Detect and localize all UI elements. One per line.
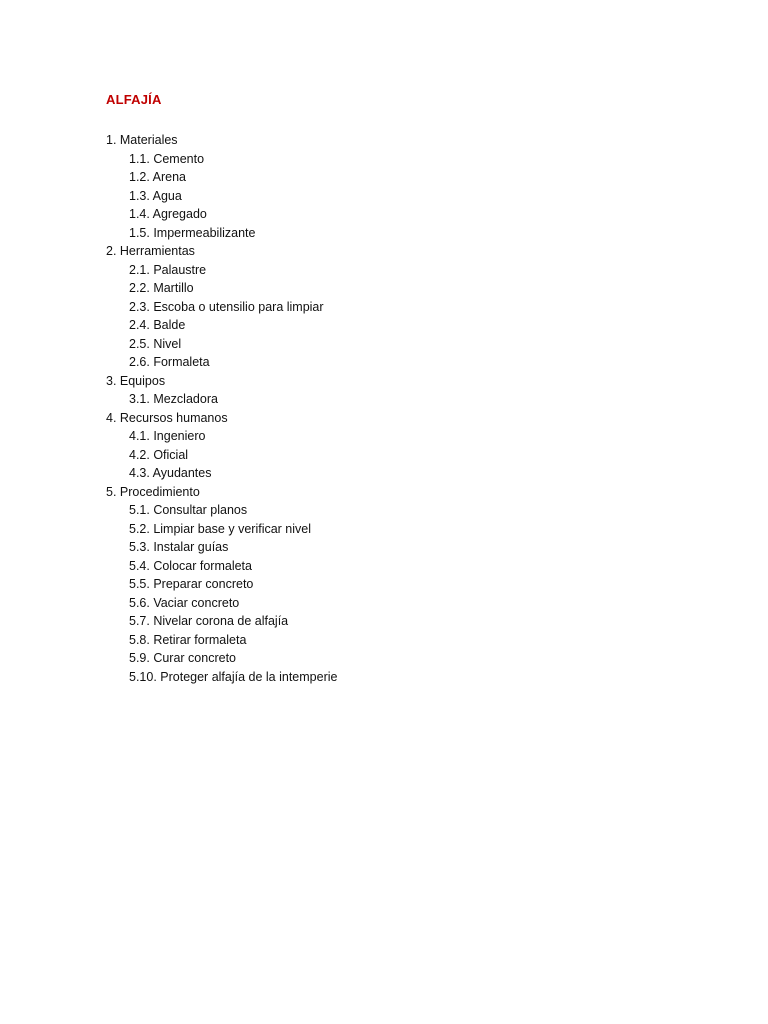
section-heading: 5. Procedimiento — [106, 484, 200, 499]
section-item: 5.1. Consultar planos — [129, 503, 248, 517]
section-item: 5.2. Limpiar base y verificar nivel — [129, 521, 312, 536]
section-item: 5.10. Proteger alfajía de la intemperie — [129, 669, 338, 684]
section-item: 5.3. Instalar guías — [129, 540, 229, 554]
section-heading: 3. Equipos — [106, 373, 166, 388]
section-item: 1.4. Agregado — [129, 207, 207, 221]
section-item: 5.9. Curar concreto — [129, 651, 236, 665]
section-item: 4.3. Ayudantes — [129, 466, 212, 480]
section-item: 2.6. Formaleta — [129, 355, 210, 369]
section-item: 5.5. Preparar concreto — [129, 577, 254, 591]
section-item: 2.3. Escoba o utensilio para limpiar — [129, 299, 324, 314]
section-heading: 2. Herramientas — [106, 244, 195, 258]
section-heading: 1. Materiales — [106, 133, 178, 147]
section-item: 5.8. Retirar formaleta — [129, 632, 247, 647]
section-item: 1.1. Cemento — [129, 151, 205, 166]
section-item: 2.5. Nivel — [129, 336, 182, 351]
section-item: 1.2. Arena — [129, 170, 186, 184]
section-item: 2.1. Palaustre — [129, 262, 207, 277]
section-item: 2.4. Balde — [129, 318, 186, 332]
section-item: 5.4. Colocar formaleta — [129, 558, 252, 573]
section-item: 2.2. Martillo — [129, 281, 194, 295]
section-item: 5.6. Vaciar concreto — [129, 595, 240, 610]
section-item: 3.1. Mezcladora — [129, 392, 218, 406]
document-title: ALFAJÍA — [106, 92, 162, 107]
section-heading: 4. Recursos humanos — [106, 410, 228, 425]
section-item: 5.7. Nivelar corona de alfajía — [129, 614, 289, 628]
section-item: 4.2. Oficial — [129, 447, 189, 462]
section-item: 1.5. Impermeabilizante — [129, 225, 256, 240]
document-outline — [106, 131, 666, 686]
section-item: 4.1. Ingeniero — [129, 429, 206, 443]
section-item: 1.3. Agua — [129, 188, 182, 203]
